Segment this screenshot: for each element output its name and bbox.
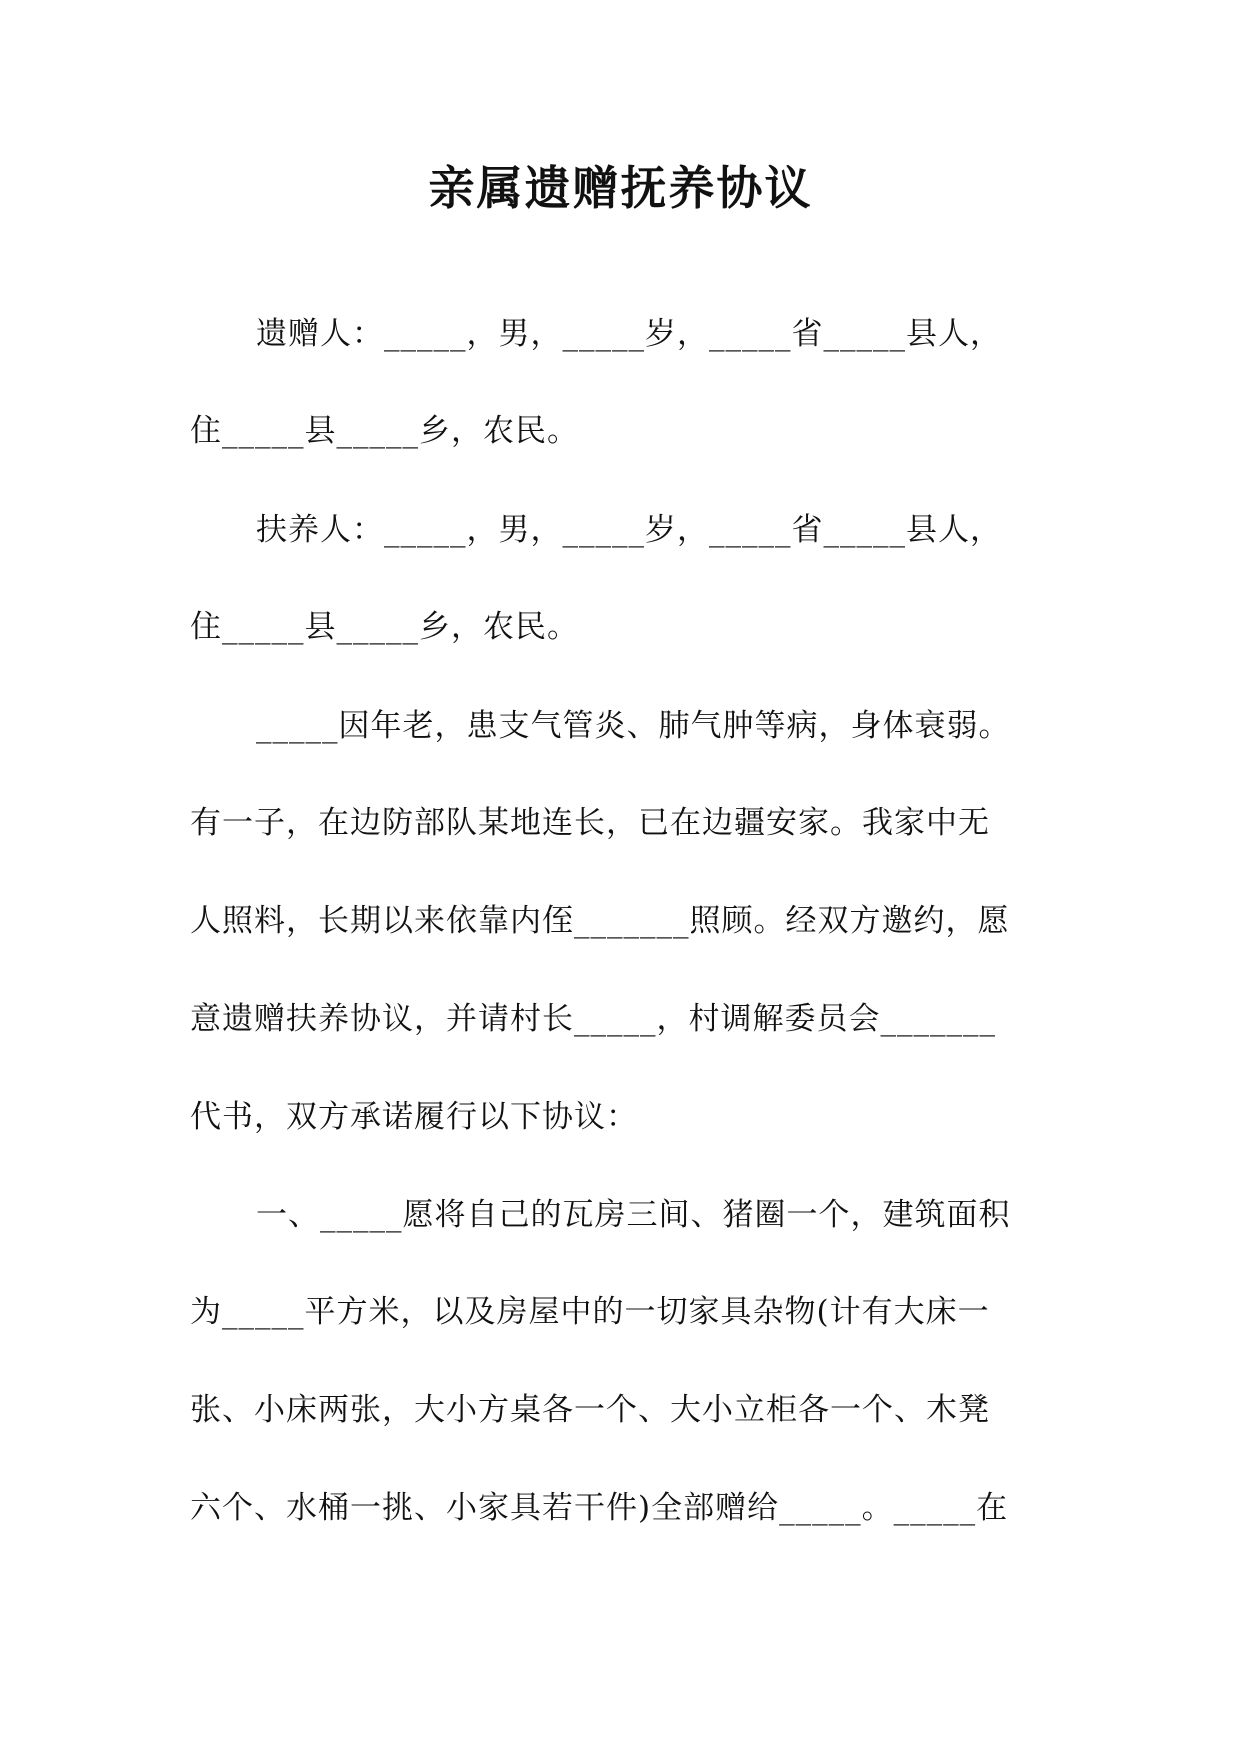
paragraph-line: 有一子，在边防部队某地连长，已在边疆安家。我家中无 bbox=[190, 805, 990, 841]
paragraph-line: 人照料，长期以来依靠内侄_______照顾。经双方邀约，愿 bbox=[190, 903, 1010, 939]
paragraph-line: 代书，双方承诺履行以下协议： bbox=[190, 1099, 638, 1135]
paragraph-line: 住_____县_____乡，农民。 bbox=[190, 413, 579, 449]
paragraph-line: 为_____平方米，以及房屋中的一切家具杂物(计有大床一 bbox=[190, 1294, 990, 1330]
paragraph-line: 张、小床两张，大小方桌各一个、大小立柜各一个、木凳 bbox=[190, 1392, 990, 1428]
paragraph-line: 扶养人：_____，男，_____岁，_____省_____县人， bbox=[256, 512, 1002, 548]
paragraph-line: 意遗赠扶养协议，并请村长_____，村调解委员会_______ bbox=[190, 1001, 996, 1037]
document-title: 亲属遗赠抚养协议 bbox=[428, 161, 813, 215]
paragraph-line: 六个、水桶一挑、小家具若干件)全部赠给_____。_____在 bbox=[190, 1490, 1009, 1526]
paragraph-line: _____因年老，患支气管炎、肺气肿等病，身体衰弱。 bbox=[256, 708, 1011, 744]
paragraph-line: 住_____县_____乡，农民。 bbox=[190, 609, 579, 645]
paragraph-line: 一、_____愿将自己的瓦房三间、猪圈一个，建筑面积 bbox=[256, 1197, 1011, 1233]
paragraph-line: 遗赠人：_____，男，_____岁，_____省_____县人， bbox=[256, 316, 1002, 352]
